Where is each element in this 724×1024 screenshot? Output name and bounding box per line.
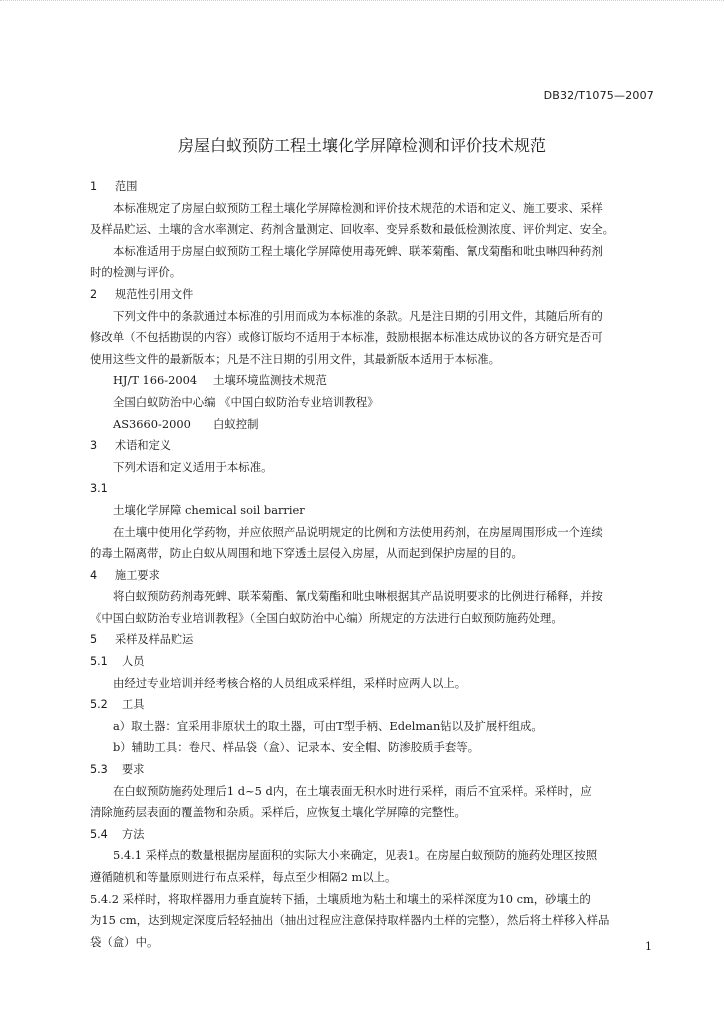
- subsection-5-4-heading: [90, 824, 658, 846]
- paragraph-line: 在土壤中使用化学药物，并应依照产品说明规定的比例和方法使用药剂，在房屋周围形成一个连续: [113, 524, 603, 539]
- reference-item: 全国白蚁防治中心编 《中国白蚁防治专业培训教程》: [113, 394, 379, 409]
- paragraph-line: 5.4.2 采样时，将取样器用力垂直旋转下插，土壤质地为粘土和壤土的采样深度为10 cm，砂壤土的: [90, 891, 591, 906]
- subsection-number: 5.1: [90, 655, 108, 669]
- paragraph-line: 修改单（不包括勘误的内容）或修订版均不适用于本标准，鼓励根据本标准达成协议的各方研究是否可: [90, 330, 603, 345]
- section-number: 1: [90, 180, 98, 193]
- section-title: 规范性引用文件: [115, 287, 194, 301]
- section-number: 4: [90, 568, 98, 582]
- reference-code: AS3660-2000: [113, 416, 191, 431]
- paragraph-line: 下列术语和定义适用于本标准。: [113, 459, 273, 474]
- reference-title: 土壤环境监测技术规范: [213, 373, 327, 388]
- section-4-heading: [90, 565, 658, 587]
- list-item: b）辅助工具：卷尺、样品袋（盒）、记录本、安全帽、防渗胶质手套等。: [113, 740, 480, 755]
- reference-code: HJ/T 166-2004: [113, 373, 198, 388]
- section-title: 施工要求: [115, 568, 160, 582]
- section-3-heading: [90, 435, 658, 457]
- paragraph-line: 本标准规定了房屋白蚁预防工程土壤化学屏障检测和评价技术规范的术语和定义、施工要求、采样: [113, 200, 603, 215]
- paragraph-line: 《中国白蚁防治专业培训教程》（全国白蚁防治中心编）所规定的方法进行白蚁预防施药处理。: [90, 610, 563, 625]
- list-item: a）取土器：宜采用非原状土的取土器，可由T型手柄、Edelman钻以及扩展杆组成。: [113, 718, 543, 733]
- paragraph-line: 由经过专业培训并经考核合格的人员组成采样组，采样时应两人以上。: [113, 675, 467, 690]
- subsection-number: 5.3: [90, 763, 108, 777]
- section-title: 采样及样品贮运: [115, 633, 194, 647]
- subsection-title: 人员: [122, 655, 145, 669]
- scan-edge-marks: [0, 0, 724, 7]
- standard-code: DB32/T1075—2007: [543, 89, 654, 102]
- subsection-title: 方法: [122, 827, 145, 841]
- subsection-5-3-heading: [90, 759, 658, 781]
- section-2-heading: [90, 284, 658, 306]
- section-number: 5: [90, 633, 98, 647]
- section-number: 3: [90, 439, 98, 453]
- paragraph-line: 为15 cm，达到规定深度后轻轻抽出（抽出过程应注意保持取样器内土样的完整），然后将土样移入样品: [90, 913, 610, 928]
- section-title: 术语和定义: [115, 439, 171, 453]
- paragraph-line: 及样品贮运、土壤的含水率测定、药剂含量测定、回收率、变异系数和最低检测浓度、评价判定、安全。: [90, 222, 614, 237]
- section-number: 2: [90, 287, 98, 301]
- paragraph-line: 的毒土隔离带，防止白蚁从周围和地下穿透土层侵入房屋，从而起到保护房屋的目的。: [90, 546, 523, 561]
- document-title: 房屋白蚁预防工程土壤化学屏障检测和评价技术规范: [177, 136, 546, 155]
- subsection-5-2-heading: [90, 694, 658, 716]
- paragraph-line: 将白蚁预防药剂毒死蜱、联苯菊酯、氰戊菊酯和吡虫啉根据其产品说明要求的比例进行稀释，并按: [113, 589, 603, 604]
- reference-title: 白蚁控制: [213, 416, 259, 431]
- paragraph-line: 使用这些文件的最新版本；凡是不注日期的引用文件，其最新版本适用于本标准。: [90, 351, 501, 366]
- subsection-title: 要求: [122, 763, 145, 777]
- reference-item: [90, 370, 658, 392]
- term-name: 土壤化学屏障 chemical soil barrier: [113, 502, 305, 517]
- subsection-number: 5.4: [90, 827, 108, 841]
- paragraph-line: 下列文件中的条款通过本标准的引用而成为本标准的条款。凡是注日期的引用文件，其随后所有的: [113, 308, 603, 323]
- section-1-heading: [90, 176, 658, 198]
- paragraph-line: 在白蚁预防施药处理后1 d~5 d内，在土壤表面无积水时进行采样，雨后不宜采样。采样时，应: [113, 783, 592, 798]
- paragraph-line: 清除施药层表面的覆盖物和杂质。采样后，应恢复土壤化学屏障的完整性。: [90, 805, 466, 820]
- paragraph-line: 时的检测与评价。: [90, 265, 182, 280]
- paragraph-line: 袋（盒）中。: [90, 934, 159, 949]
- document-body: [90, 176, 658, 953]
- paragraph-line: 5.4.1 采样点的数量根据房屋面积的实际大小来确定，见表1。在房屋白蚁预防的施药处理区按照: [113, 848, 598, 863]
- subsection-number: 3.1: [90, 482, 108, 496]
- subsection-number: 5.2: [90, 698, 108, 712]
- paragraph-line: 本标准适用于房屋白蚁预防工程土壤化学屏障使用毒死蜱、联苯菊酯、氰戊菊酯和吡虫啉四种药剂: [113, 243, 603, 258]
- section-title: 范围: [115, 180, 138, 193]
- reference-item: [90, 414, 658, 436]
- page-number: 1: [645, 940, 652, 953]
- paragraph-line: 遵循随机和等量原则进行布点采样，每点至少相隔2 m以上。: [90, 870, 397, 884]
- section-5-heading: [90, 629, 658, 651]
- subsection-5-1-heading: [90, 651, 658, 673]
- subsection-title: 工具: [122, 698, 145, 712]
